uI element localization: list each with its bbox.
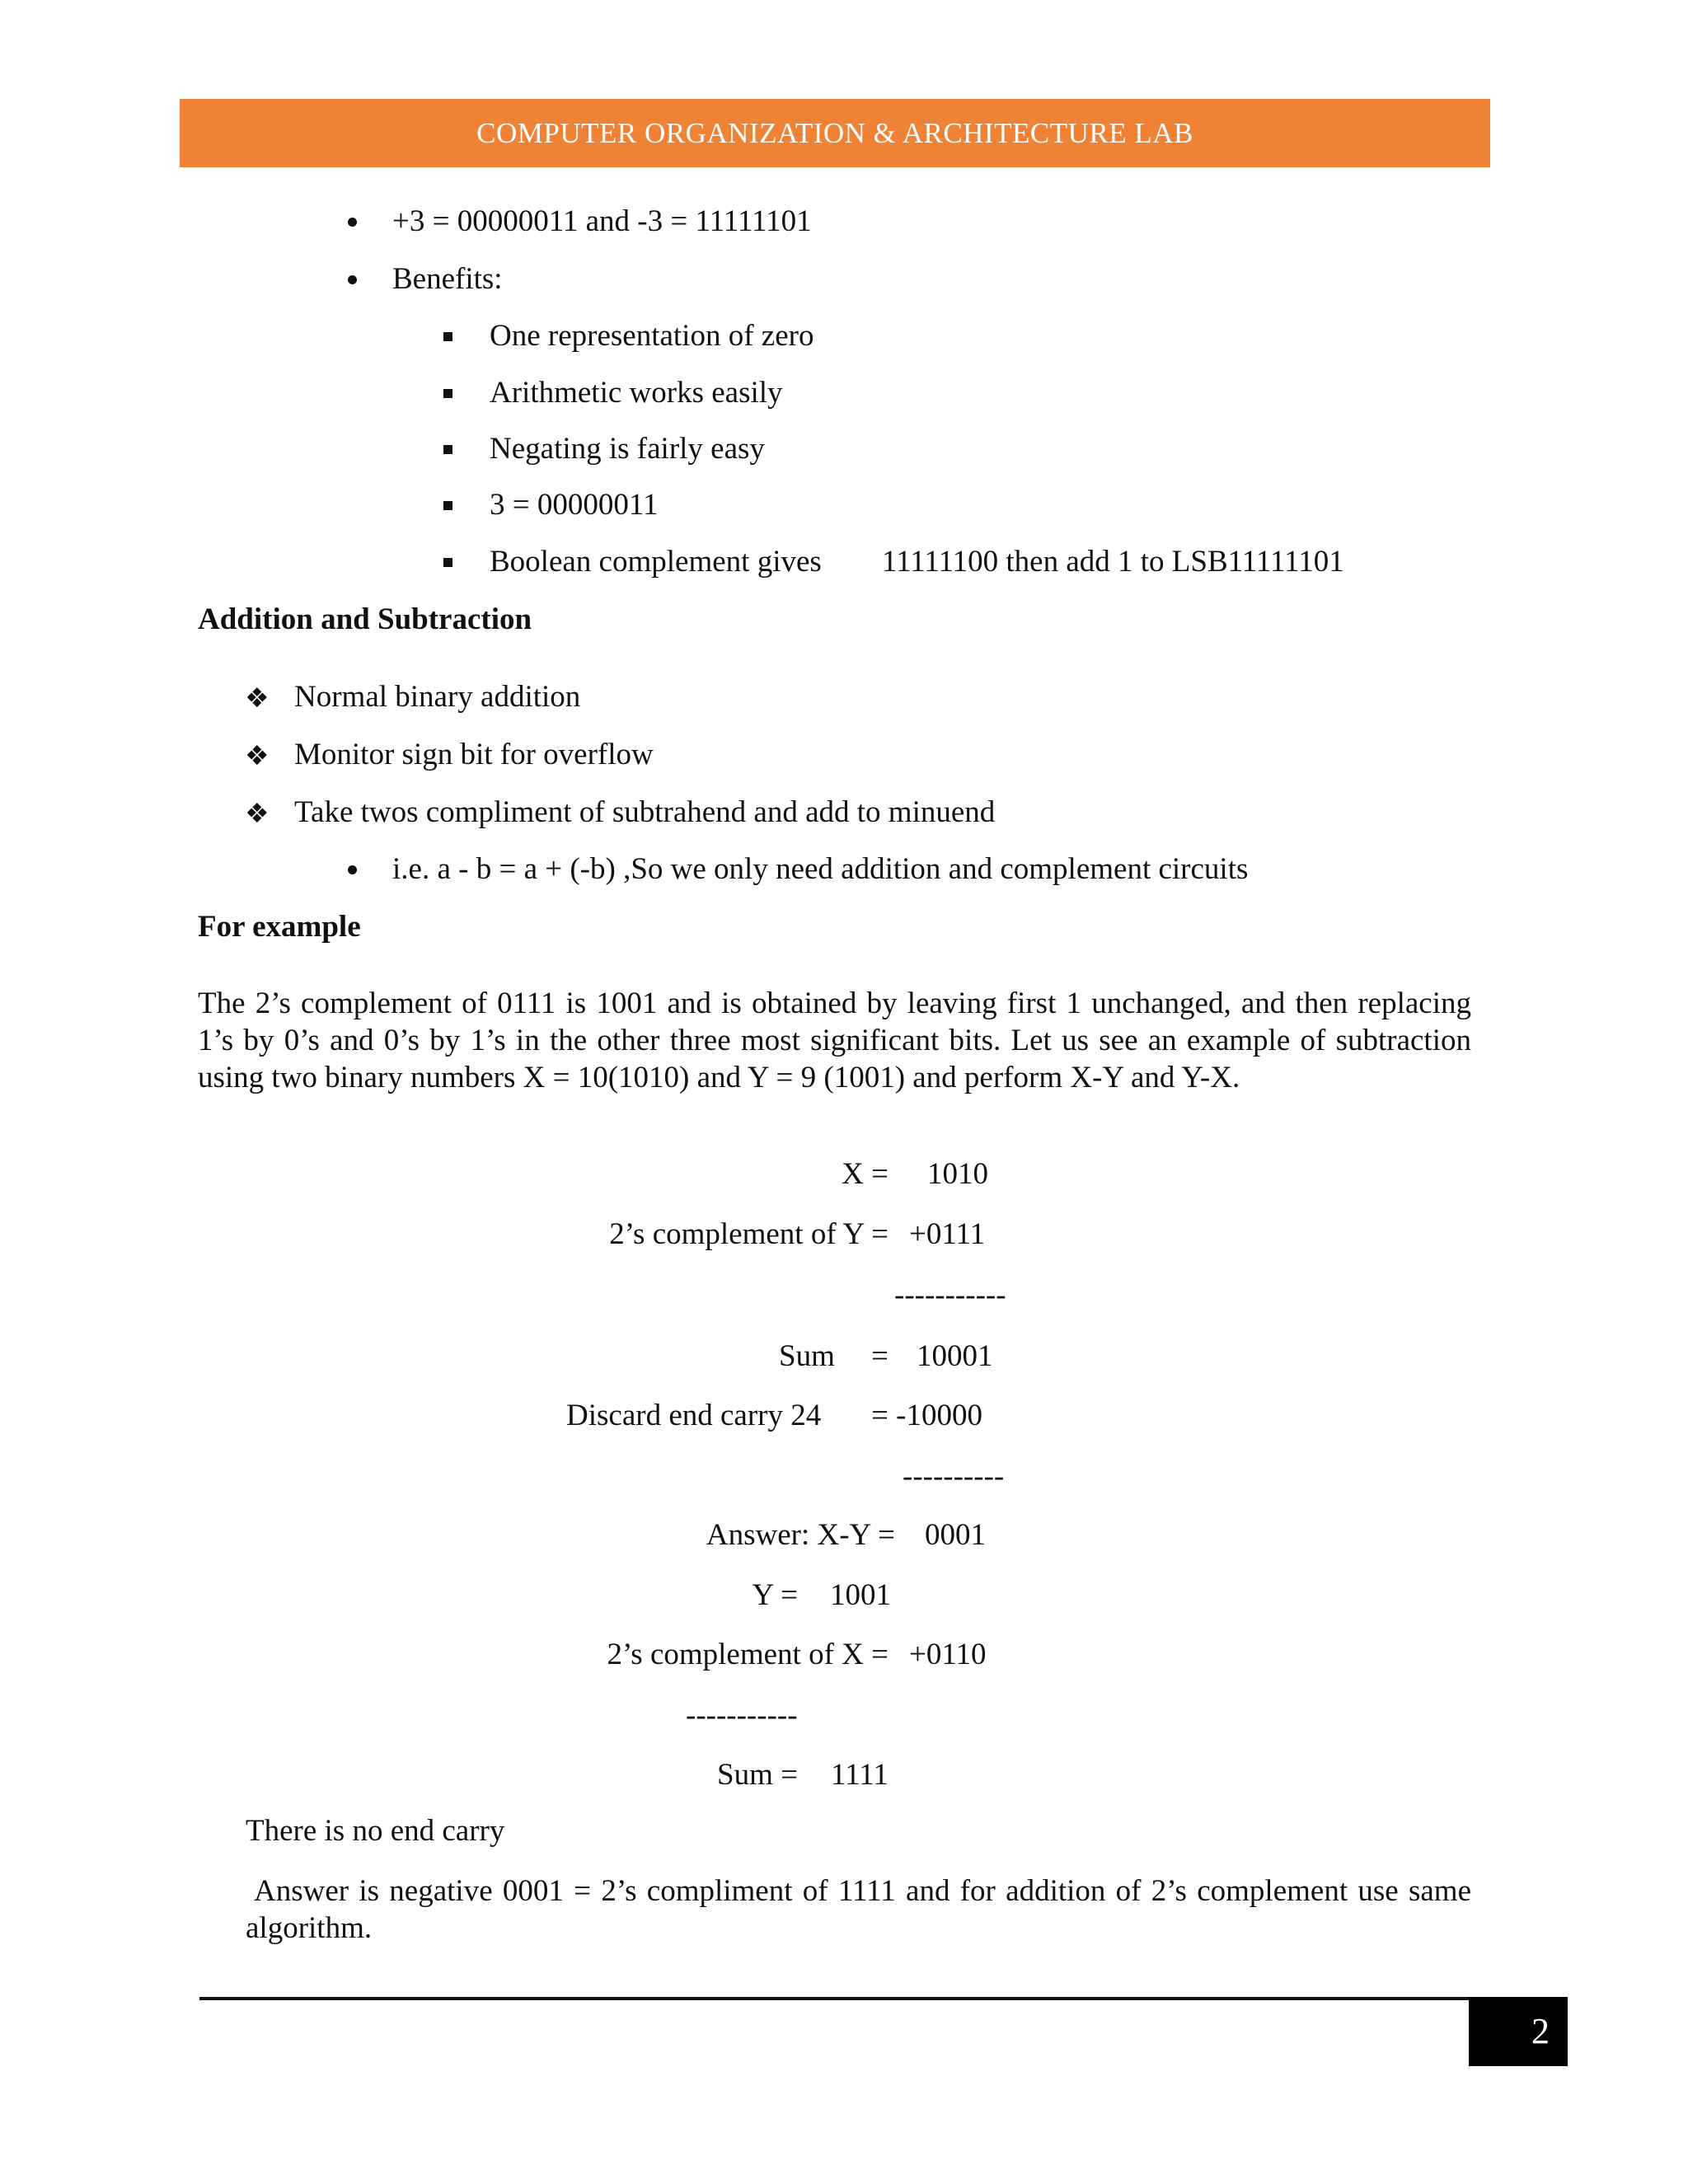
list-item: i.e. a - b = a + (-b) ,So we only need addition and complement circuits <box>392 852 1249 886</box>
bullet-square-icon <box>443 389 452 398</box>
diamond-bullet-icon: ❖ <box>245 797 270 829</box>
list-item: Benefits: <box>392 262 503 296</box>
diamond-bullet-icon: ❖ <box>245 682 270 714</box>
bullet-dot-icon <box>348 865 357 874</box>
calc-label: Sum <box>779 1339 835 1373</box>
bullet-dot-icon <box>348 275 357 284</box>
calc-value: 1001 <box>830 1578 891 1612</box>
diamond-bullet-icon: ❖ <box>245 739 270 771</box>
list-item: Boolean complement gives <box>490 545 822 579</box>
bullet-square-icon <box>443 332 452 341</box>
list-item: One representation of zero <box>490 319 814 353</box>
calc-value: = -10000 <box>871 1399 982 1432</box>
calc-value: 0001 <box>925 1518 986 1552</box>
calc-label: 2’s complement of Y = <box>609 1217 889 1251</box>
calc-label: Y = <box>752 1578 798 1612</box>
page-header: COMPUTER ORGANIZATION & ARCHITECTURE LAB <box>180 99 1490 167</box>
list-item: Normal binary addition <box>294 680 581 714</box>
separator-line: ---------- <box>903 1460 1005 1493</box>
calc-label: Sum = <box>717 1758 798 1792</box>
bullet-square-icon <box>443 558 452 567</box>
calc-value: 1111 <box>831 1758 889 1792</box>
note-text: There is no end carry <box>246 1814 505 1848</box>
footer-rule <box>199 1997 1469 2000</box>
calc-value: 10001 <box>917 1339 993 1373</box>
list-item-continuation: 11111100 then add 1 to LSB11111101 <box>882 545 1344 579</box>
list-item: Monitor sign bit for overflow <box>294 738 654 771</box>
conclusion-paragraph: Answer is negative 0001 = 2’s compliment of 1111 and for addition of 2’s complement use same algorithm. <box>246 1874 1471 1945</box>
list-item: Take twos compliment of subtrahend and add to minuend <box>294 795 996 829</box>
separator-line: ----------- <box>686 1699 798 1732</box>
list-item: 3 = 00000011 <box>490 488 659 522</box>
example-paragraph: The 2’s complement of 0111 is 1001 and is obtained by leaving first 1 unchanged, and then replacing 1’s by 0’s and 0’s by 1’s in the other three most significant bits. Let us see an example of subtraction using two binary numbers X = 10(1010) and Y = 9 (1001) and perform X-Y and Y-X. <box>198 987 1471 1094</box>
list-item: Arithmetic works easily <box>490 376 783 410</box>
page-number: 2 <box>1469 1997 1568 2066</box>
calc-value: 1010 <box>927 1157 988 1191</box>
calc-label: X = <box>842 1157 889 1191</box>
calc-value: +0111 <box>909 1217 986 1251</box>
list-item: Negating is fairly easy <box>490 432 765 466</box>
calc-label: Discard end carry 24 <box>566 1399 822 1432</box>
bullet-square-icon <box>443 445 452 454</box>
calc-equals: = <box>871 1339 889 1373</box>
calc-label: 2’s complement of X = <box>607 1638 889 1671</box>
calc-label: Answer: X-Y = <box>706 1518 895 1552</box>
list-item: +3 = 00000011 and -3 = 11111101 <box>392 204 812 238</box>
section-heading: For example <box>198 910 361 944</box>
bullet-square-icon <box>443 501 452 510</box>
calc-value: +0110 <box>909 1638 987 1671</box>
separator-line: ----------- <box>894 1278 1006 1312</box>
section-heading: Addition and Subtraction <box>198 602 532 636</box>
bullet-dot-icon <box>348 218 357 227</box>
